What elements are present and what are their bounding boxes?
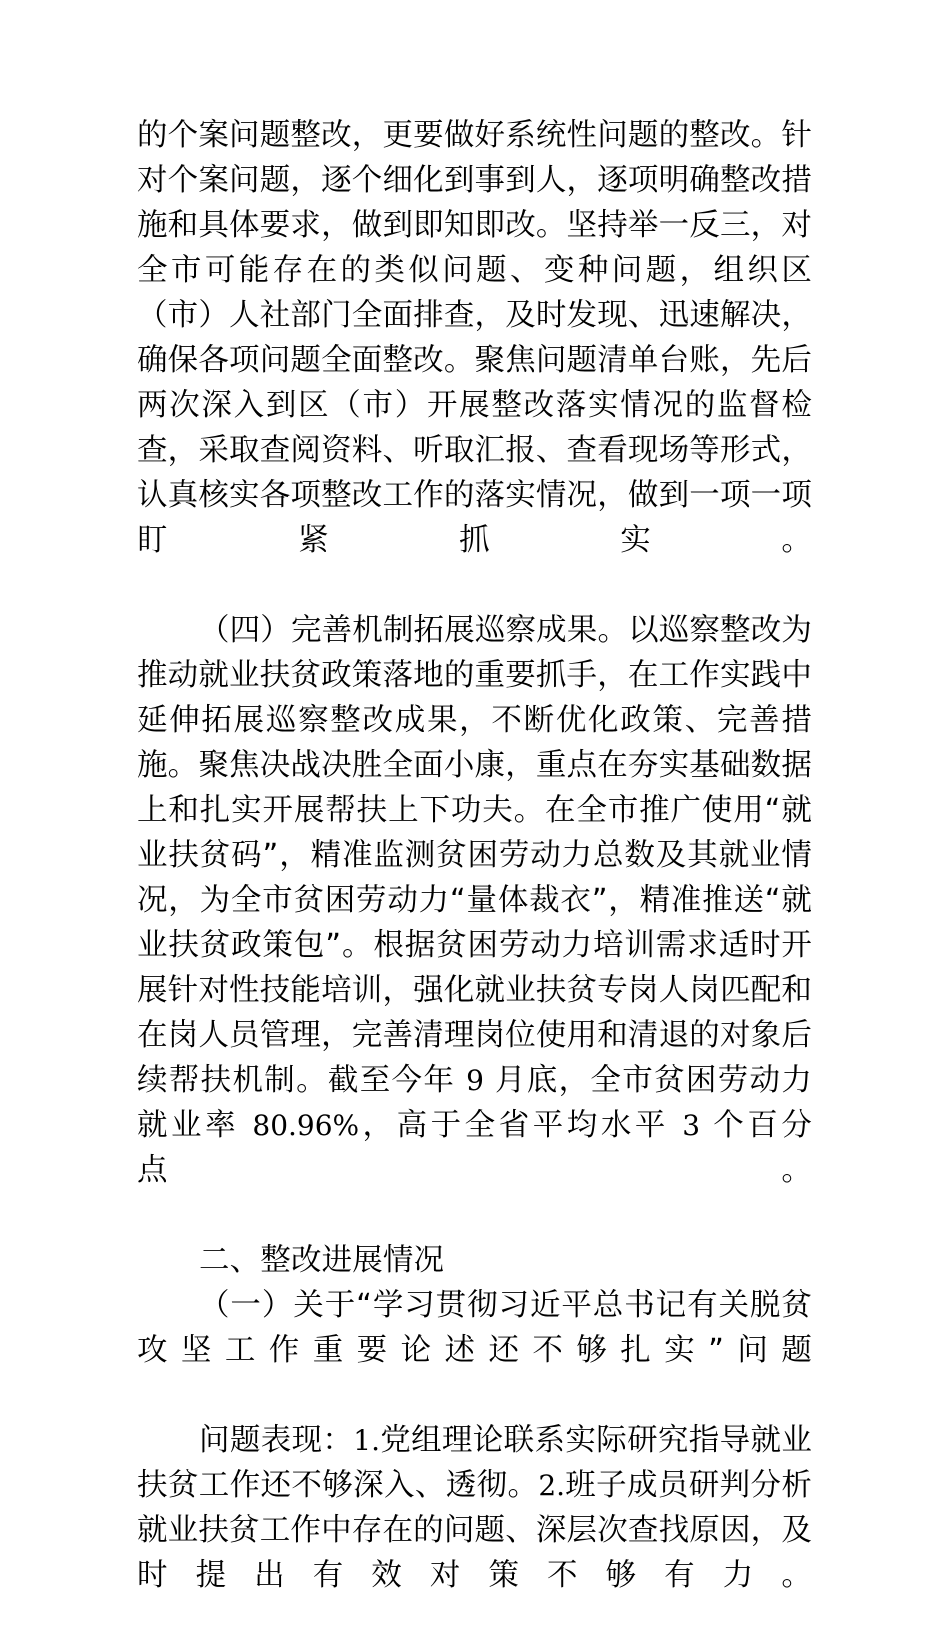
list-marker-two: 2. (538, 1469, 566, 1502)
paragraph-text-segment: 问题表现： (199, 1423, 354, 1458)
percentage-points-value: 3 (682, 1109, 701, 1142)
paragraph-text-segment: （四）完善机制拓展巡察成果。以巡察整改为推动就业扶贫政策落地的重要抓手，在工作实践中延伸拓展巡察整改成果，不断优化政策、完善措施。聚焦决战决胜全面小康，重点在夯实基础数据上和扎实开展帮扶上下功夫。在全市推广使用“就业扶贫码”，精准监测贫困劳动力总数及其就业情况，为全市贫困劳动力“量体裁衣”，精准推送“就业扶贫政策包”。根据贫困劳动力培训需求适时开展针对性技能培训，强化就业扶贫专岗人岗匹配和在岗人员管理，完善清理岗位使用和清退的对象后续帮扶机制。截至今年 (137, 613, 812, 1098)
paragraph-problem-manifestation (137, 1418, 812, 1643)
document-text-body (137, 113, 812, 1643)
paragraph-text-segment: 月底，全市贫困劳动力就业率 (137, 1063, 812, 1143)
paragraph-text-segment: 班子成员研判分析就业扶贫工作中存在的问题、深层次查找原因，及时提出有效对策不够有力。 (137, 1468, 812, 1593)
paragraph-continuation-case-rectification: 的个案问题整改，更要做好系统性问题的整改。针对个案问题，逐个细化到事到人，逐项明确整改措施和具体要求，做到即知即改。坚持举一反三，对全市可能存在的类似问题、变种问题，组织区（市）人社部门全面排查，及时发现、迅速解决，确保各项问题全面整改。聚焦问题清单台账，先后两次深入到区（市）开展整改落实情况的监督检查，采取查阅资料、听取汇报、查看现场等形式，认真核实各项整改工作的落实情况，做到一项一项盯紧抓实。 (137, 118, 812, 558)
heading-section-two: 二、整改进展情况 (199, 1243, 445, 1278)
paragraph-text-segment: ，高于全省平均水平 (359, 1108, 683, 1143)
list-marker-one: 1. (353, 1424, 381, 1457)
paragraph-text-segment: 个百分点。 (137, 1108, 812, 1188)
month-number: 9 (466, 1064, 484, 1097)
paragraph-section-four-mechanism (137, 608, 812, 1238)
employment-rate-value: 80.96% (252, 1109, 360, 1142)
paragraph-text-segment: 党组理论联系实际研究指导就业扶贫工作还不够深入、透彻。 (137, 1423, 813, 1503)
subheading-section-one: （一）关于“学习贯彻习近平总书记有关脱贫攻坚工作重要论述还不够扎实”问题 (137, 1288, 812, 1368)
